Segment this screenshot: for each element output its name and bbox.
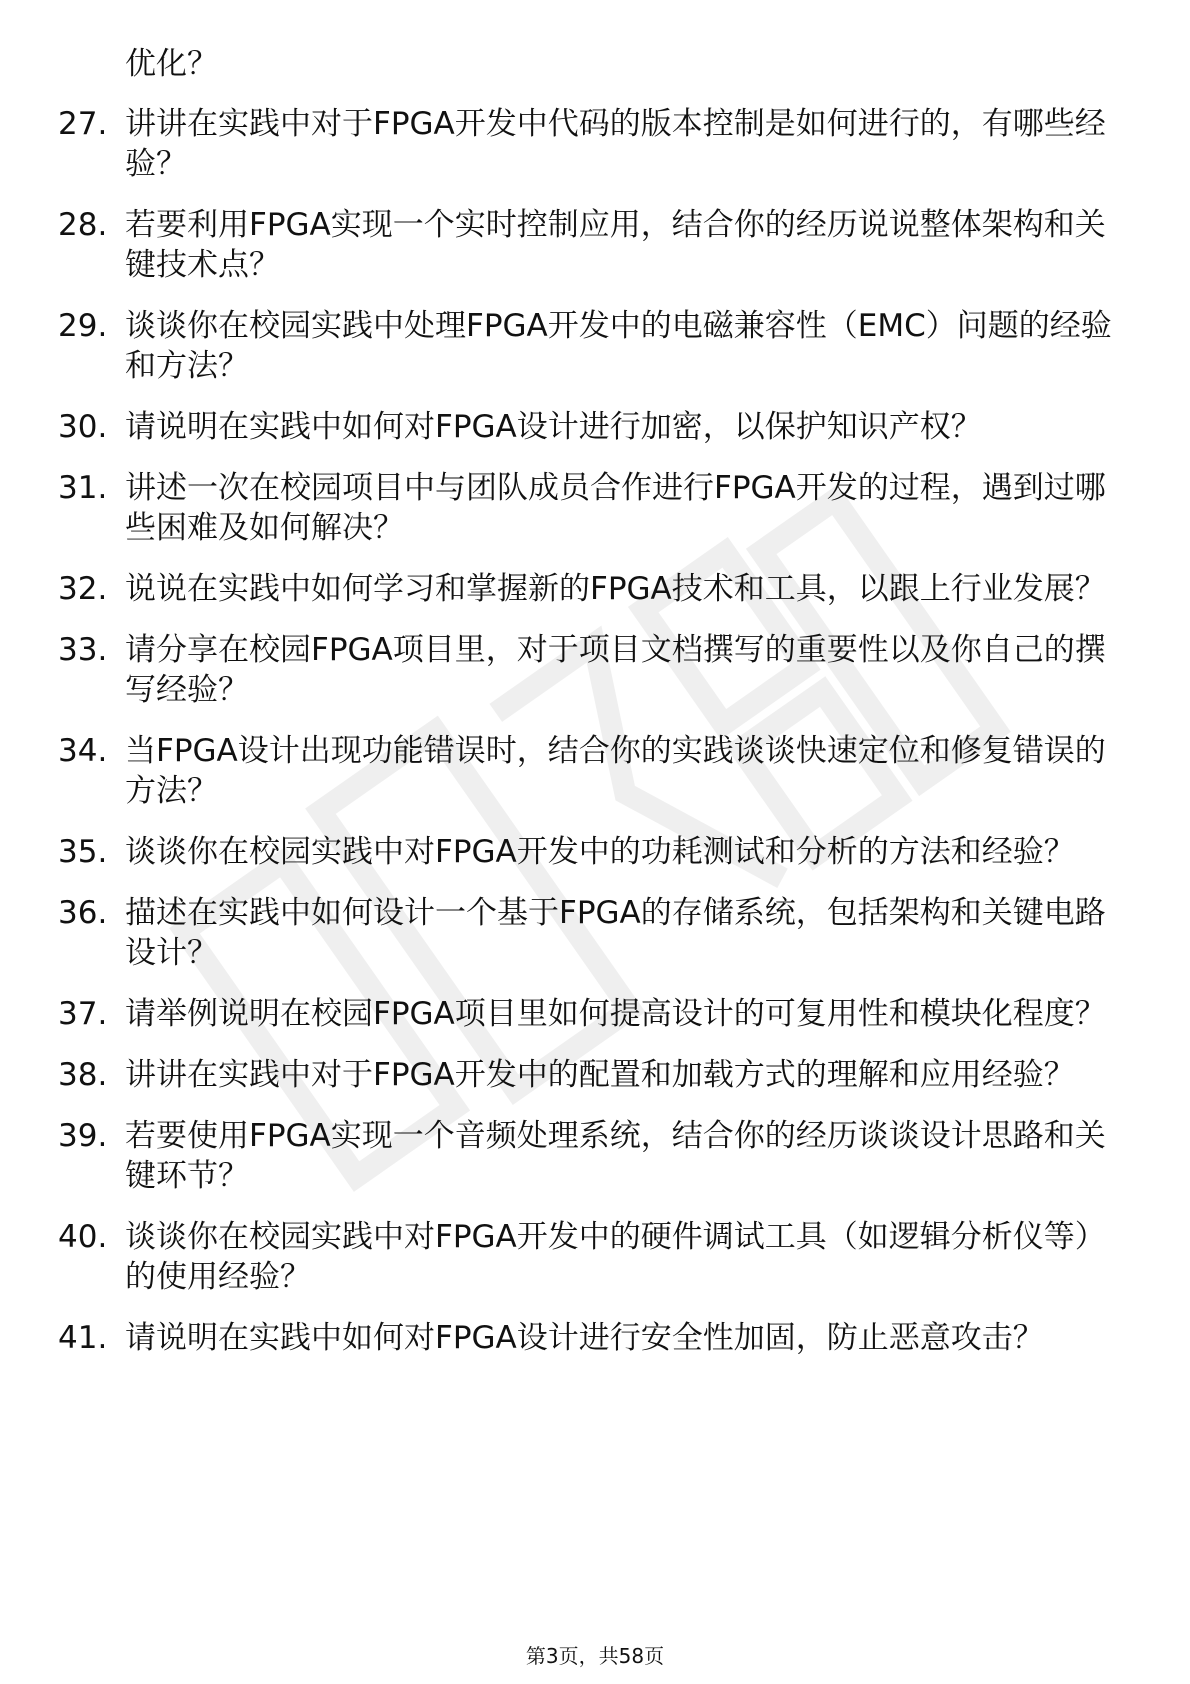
question-number: 32. bbox=[58, 571, 108, 607]
question-text: 请分享在校园FPGA项目里，对于项目文档撰写的重要性以及你自己的撰写经验？ bbox=[125, 632, 1106, 708]
list-item bbox=[58, 994, 1118, 1034]
question-number: 38. bbox=[58, 1057, 108, 1093]
list-item bbox=[58, 1318, 1118, 1358]
question-number: 29. bbox=[58, 308, 108, 344]
list-item bbox=[58, 630, 1118, 710]
question-text: 请说明在实践中如何对FPGA设计进行安全性加固，防止恶意攻击？ bbox=[125, 1320, 1044, 1356]
question-text: 谈谈你在校园实践中对FPGA开发中的硬件调试工具（如逻辑分析仪等）的使用经验？ bbox=[125, 1219, 1106, 1295]
question-number: 33. bbox=[58, 632, 108, 668]
question-text: 谈谈你在校园实践中处理FPGA开发中的电磁兼容性（EMC）问题的经验和方法？ bbox=[125, 308, 1112, 384]
question-number: 36. bbox=[58, 895, 108, 931]
question-number: 40. bbox=[58, 1219, 108, 1255]
list-item bbox=[58, 832, 1118, 872]
question-text: 讲讲在实践中对于FPGA开发中的配置和加载方式的理解和应用经验？ bbox=[125, 1057, 1075, 1093]
main-content bbox=[58, 44, 1118, 1379]
question-number: 31. bbox=[58, 470, 108, 506]
list-item bbox=[58, 893, 1118, 973]
question-list bbox=[58, 104, 1118, 1358]
page-number-label: 第3页，共58页 bbox=[525, 1644, 665, 1668]
question-text: 若要使用FPGA实现一个音频处理系统，结合你的经历谈谈设计思路和关键环节？ bbox=[125, 1118, 1106, 1194]
list-item bbox=[58, 468, 1118, 548]
question-number: 39. bbox=[58, 1118, 108, 1154]
page-footer bbox=[0, 1640, 1190, 1669]
list-item bbox=[58, 1116, 1118, 1196]
question-number: 35. bbox=[58, 834, 108, 870]
list-item bbox=[58, 306, 1118, 386]
question-number: 37. bbox=[58, 996, 108, 1032]
question-number: 34. bbox=[58, 733, 108, 769]
continued-question-text: 优化？ bbox=[125, 46, 218, 82]
question-text: 讲述一次在校园项目中与团队成员合作进行FPGA开发的过程，遇到过哪些困难及如何解决？ bbox=[125, 470, 1106, 546]
question-text: 说说在实践中如何学习和掌握新的FPGA技术和工具，以跟上行业发展？ bbox=[125, 571, 1106, 607]
question-text: 谈谈你在校园实践中对FPGA开发中的功耗测试和分析的方法和经验？ bbox=[125, 834, 1075, 870]
list-item bbox=[58, 407, 1118, 447]
question-text: 请举例说明在校园FPGA项目里如何提高设计的可复用性和模块化程度？ bbox=[125, 996, 1106, 1032]
question-number: 41. bbox=[58, 1320, 108, 1356]
list-item bbox=[58, 104, 1118, 184]
question-number: 28. bbox=[58, 207, 108, 243]
question-text: 若要利用FPGA实现一个实时控制应用，结合你的经历说说整体架构和关键技术点？ bbox=[125, 207, 1106, 283]
question-number: 30. bbox=[58, 409, 108, 445]
list-item bbox=[58, 569, 1118, 609]
question-text: 当FPGA设计出现功能错误时，结合你的实践谈谈快速定位和修复错误的方法？ bbox=[125, 733, 1106, 809]
list-item bbox=[58, 1217, 1118, 1297]
question-text: 请说明在实践中如何对FPGA设计进行加密，以保护知识产权？ bbox=[125, 409, 982, 445]
question-text: 描述在实践中如何设计一个基于FPGA的存储系统，包括架构和关键电路设计？ bbox=[125, 895, 1106, 971]
list-item bbox=[58, 1055, 1118, 1095]
question-number: 27. bbox=[58, 106, 108, 142]
question-text: 讲讲在实践中对于FPGA开发中代码的版本控制是如何进行的，有哪些经验？ bbox=[125, 106, 1106, 182]
list-item bbox=[58, 205, 1118, 285]
list-item bbox=[58, 731, 1118, 811]
